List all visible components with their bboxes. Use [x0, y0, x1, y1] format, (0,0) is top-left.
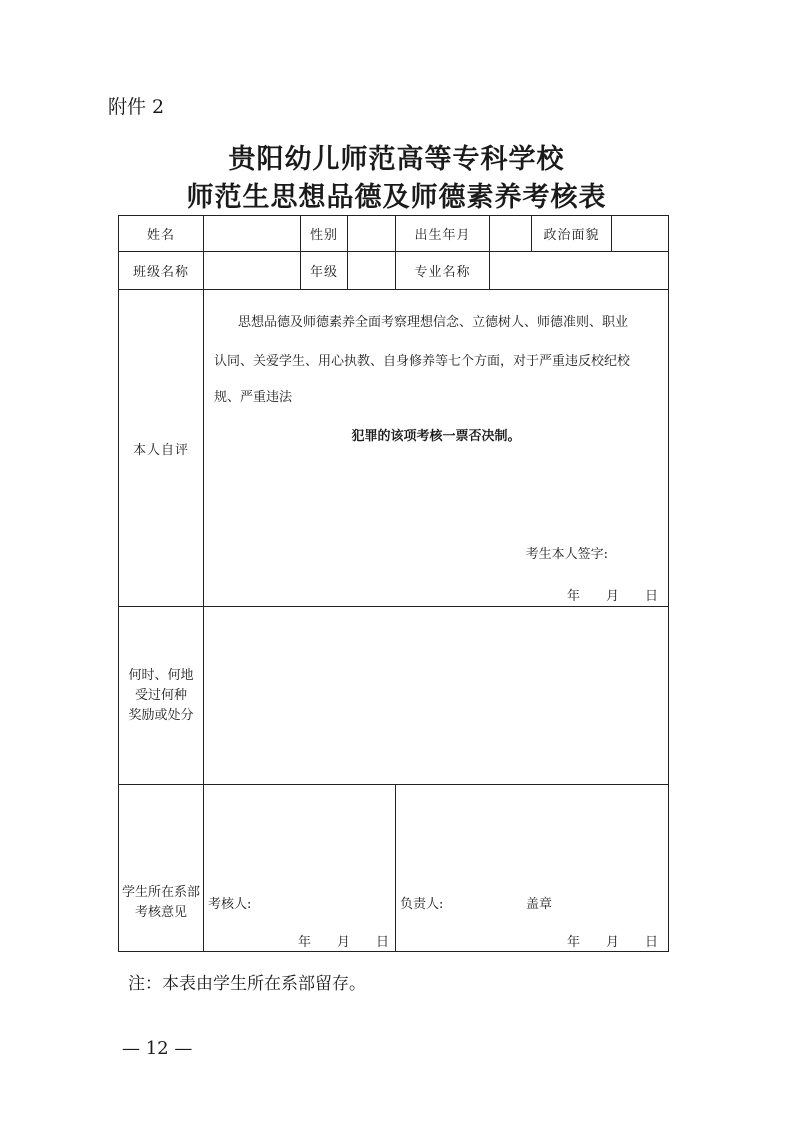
assessment-form-table: [118, 215, 669, 952]
form-row-basic-info: [119, 216, 669, 252]
rewards-label-line-3: 奖励或处分: [128, 707, 194, 723]
birth-label: 出生年月: [396, 216, 490, 252]
grade-field[interactable]: [348, 252, 396, 290]
page-number: — 12 —: [122, 1038, 193, 1059]
form-row-dept-opinion: [119, 785, 669, 952]
major-label: 专业名称: [396, 252, 490, 290]
dept-opinion-label-line-1: 学生所在系部: [121, 885, 200, 900]
name-field[interactable]: [204, 216, 301, 252]
instruction-line-1: 思想品德及师德素养全面考察理想信念、立德树人、师德准则、职业: [238, 315, 629, 330]
student-signature-label: 考生本人签字:: [525, 547, 608, 562]
name-label: 姓名: [119, 216, 204, 252]
reviewer-date: 年 月 日: [297, 935, 389, 950]
responsible-label: 负责人:: [400, 897, 444, 912]
form-row-self-evaluation: [119, 290, 669, 607]
veto-rule-text: 犯罪的该项考核一票否决制。: [351, 429, 521, 444]
attachment-label: 附件 2: [108, 96, 165, 118]
grade-label: 年级: [301, 252, 348, 290]
rewards-label-line-2: 受过何种: [134, 687, 187, 703]
instruction-line-2: 认同、关爱学生、用心执教、自身修养等七个方面，对于严重违反校纪校: [214, 354, 631, 369]
seal-label: 盖章: [526, 897, 553, 912]
self-evaluation-date: 年 月 日: [566, 589, 658, 604]
footnote: 注：本表由学生所在系部留存。: [128, 974, 366, 994]
document-title-form: 师范生思想品德及师德素养考核表: [186, 182, 607, 213]
gender-label: 性别: [301, 216, 348, 252]
class-name-label: 班级名称: [119, 252, 204, 290]
reviewer-opinion-field[interactable]: [204, 785, 396, 952]
instruction-line-3: 规、严重违法: [214, 390, 293, 405]
document-title-school: 贵阳幼儿师范高等专科学校: [228, 144, 565, 175]
gender-field[interactable]: [348, 216, 396, 252]
form-row-rewards: [119, 607, 669, 785]
political-status-field[interactable]: [612, 216, 669, 252]
form-row-class-info: [119, 252, 669, 290]
reviewer-label: 考核人:: [208, 897, 252, 912]
class-name-field[interactable]: [204, 252, 301, 290]
rewards-field[interactable]: [204, 607, 669, 785]
political-status-label: 政治面貌: [532, 216, 612, 252]
rewards-label-line-1: 何时、何地: [128, 667, 194, 683]
dept-opinion-label-line-2: 考核意见: [134, 905, 187, 920]
rewards-label: [119, 607, 204, 785]
self-evaluation-field[interactable]: [204, 290, 669, 607]
responsible-opinion-field[interactable]: [396, 785, 669, 952]
birth-field[interactable]: [490, 216, 532, 252]
major-field[interactable]: [490, 252, 669, 290]
responsible-date: 年 月 日: [566, 935, 658, 950]
self-evaluation-label: 本人自评: [119, 290, 204, 607]
dept-opinion-label: [119, 785, 204, 952]
